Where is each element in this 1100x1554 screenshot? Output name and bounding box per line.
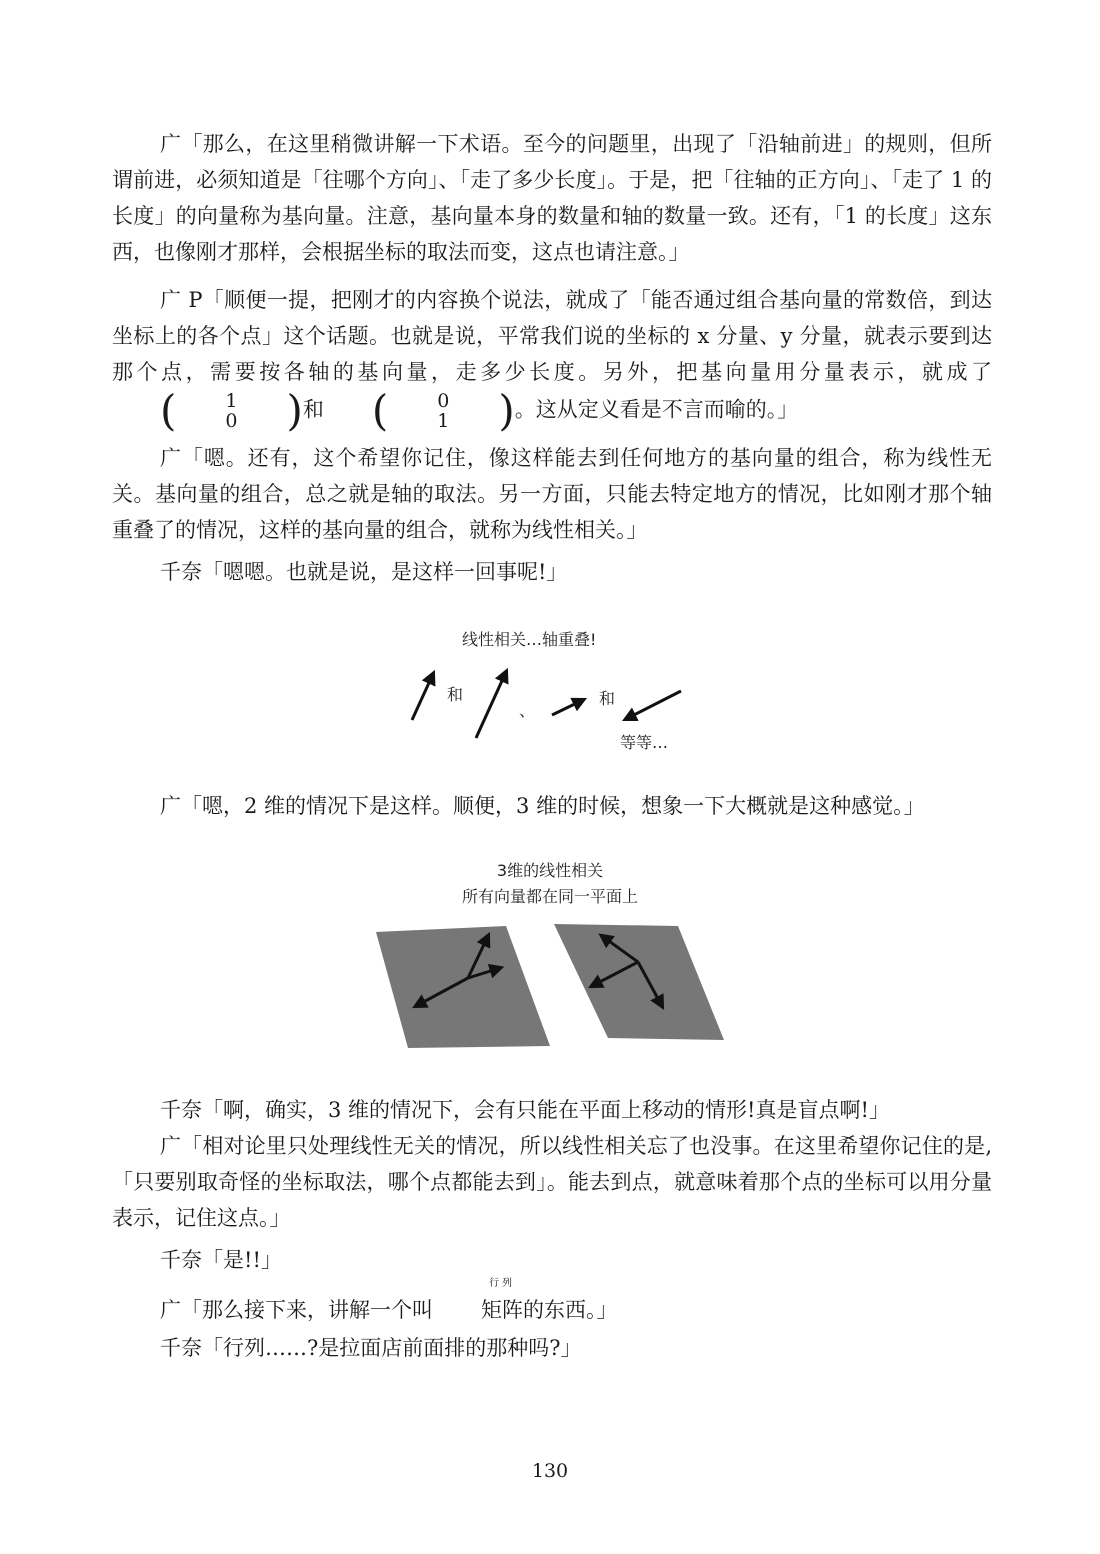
vector-arrow-left (626, 691, 681, 719)
figure-linear-dependence-2d (400, 620, 700, 780)
vector-entry: 1 (437, 410, 450, 432)
paragraph-linear-independence: 广「嗯。还有，这个希望你记住，像这样能去到任何地方的基向量的组合，称为线性无关。基向量的组合，总之就是轴的取法。另一方面，只能去特定地方的情况，比如刚才那个轴重叠了的情况，这样的基向量的组合，就称为线性相关。」 (112, 446, 992, 542)
paragraph-components-suffix: 。这从定义看是不言而喻的。」 (514, 397, 799, 422)
figure-linear-dependence-3d (370, 856, 730, 1056)
paragraph-chinatsu-4: 千奈「行列……?是拉面店前面排的那种吗?」 (160, 1336, 582, 1360)
vector-arrow-right (552, 700, 583, 715)
paragraph-relativity: 广「相对论里只处理线性无关的情况，所以线性相关忘了也没事。在这里希望你记住的是,「只要别取奇怪的坐标取法，哪个点都能去到」。能去到点，就意味着那个点的坐标可以用分量表示，记住这点。」 (112, 1134, 992, 1230)
paragraph-3d-intro: 广「嗯，2 维的情况下是这样。顺便，3 维的时候，想象一下大概就是这种感觉。」 (160, 794, 925, 818)
figure1-etc: 等等… (620, 733, 669, 752)
figure2-title-line2: 所有向量都在同一平面上 (461, 887, 639, 906)
conjunction: 和 (302, 397, 324, 422)
vector-entry: 1 (225, 390, 238, 412)
plane-left (376, 926, 550, 1048)
basis-vector-e1: ( 1 0 ) (160, 386, 303, 435)
paragraph-components-text: 广 P「顺便一提，把刚才的内容换个说法，就成了「能否通过组合基向量的常数倍，到达坐标上的各个点」这个话题。也就是说，平常我们说的坐标的 x 分量、y 分量，就表示要到达那个点，需要按各轴的基向量，走多少长度。另外，把基向量用分量表示， (112, 288, 992, 384)
paragraph-chinatsu-3: 千奈「是!!」 (160, 1248, 282, 1272)
paragraph-chinatsu-1: 千奈「嗯嗯。也就是说，是这样一回事呢!」 (160, 560, 568, 584)
paragraph-basis-vectors: 广「那么，在这里稍微讲解一下术语。至今的问题里，出现了「沿轴前进」的规则，但所谓前进，必须知道是「往哪个方向」、「走了多少长度」。于是，把「往轴的正方向」、「走了 1 的长度」的向量称为基向量。注意，基向量本身的数量和轴的数量一致。还有，「1 的长度」这东西，也像刚才那样，会根据坐标的取法而变，这点也请注意。」 (112, 132, 992, 264)
ruby-base: 矩阵 (481, 1298, 523, 1322)
vector-entry: 0 (437, 390, 450, 412)
ruby-matrix (433, 1278, 523, 1328)
vector-entry: 0 (225, 410, 238, 432)
paragraph-chinatsu-2: 千奈「啊，确实，3 维的情况下，会有只能在平面上移动的情形!真是盲点啊!」 (160, 1098, 890, 1122)
vector-arrow-short (412, 674, 433, 720)
paragraph-matrix-intro (112, 1278, 992, 1328)
basis-vector-e2: ( 0 1 ) (371, 386, 515, 435)
paragraph-components-prefix: 就成了 (921, 360, 993, 384)
plane-right (554, 924, 724, 1040)
figure1-and-1: 和 (447, 685, 464, 704)
vector-arrow-long (476, 672, 506, 738)
paragraph-components (112, 282, 993, 435)
figure1-comma: 、 (519, 701, 536, 720)
figure1-and-2: 和 (599, 689, 616, 708)
ruby-annotation: 行列 (489, 1278, 515, 1289)
matrix-intro-before: 广「那么接下来，讲解一个叫 (160, 1298, 433, 1322)
figure1-title: 线性相关…轴重叠! (462, 630, 597, 649)
page-number: 130 (531, 1460, 569, 1482)
figure2-title-line1: 3维的线性相关 (496, 861, 604, 880)
matrix-intro-after: 的东西。」 (523, 1298, 618, 1322)
